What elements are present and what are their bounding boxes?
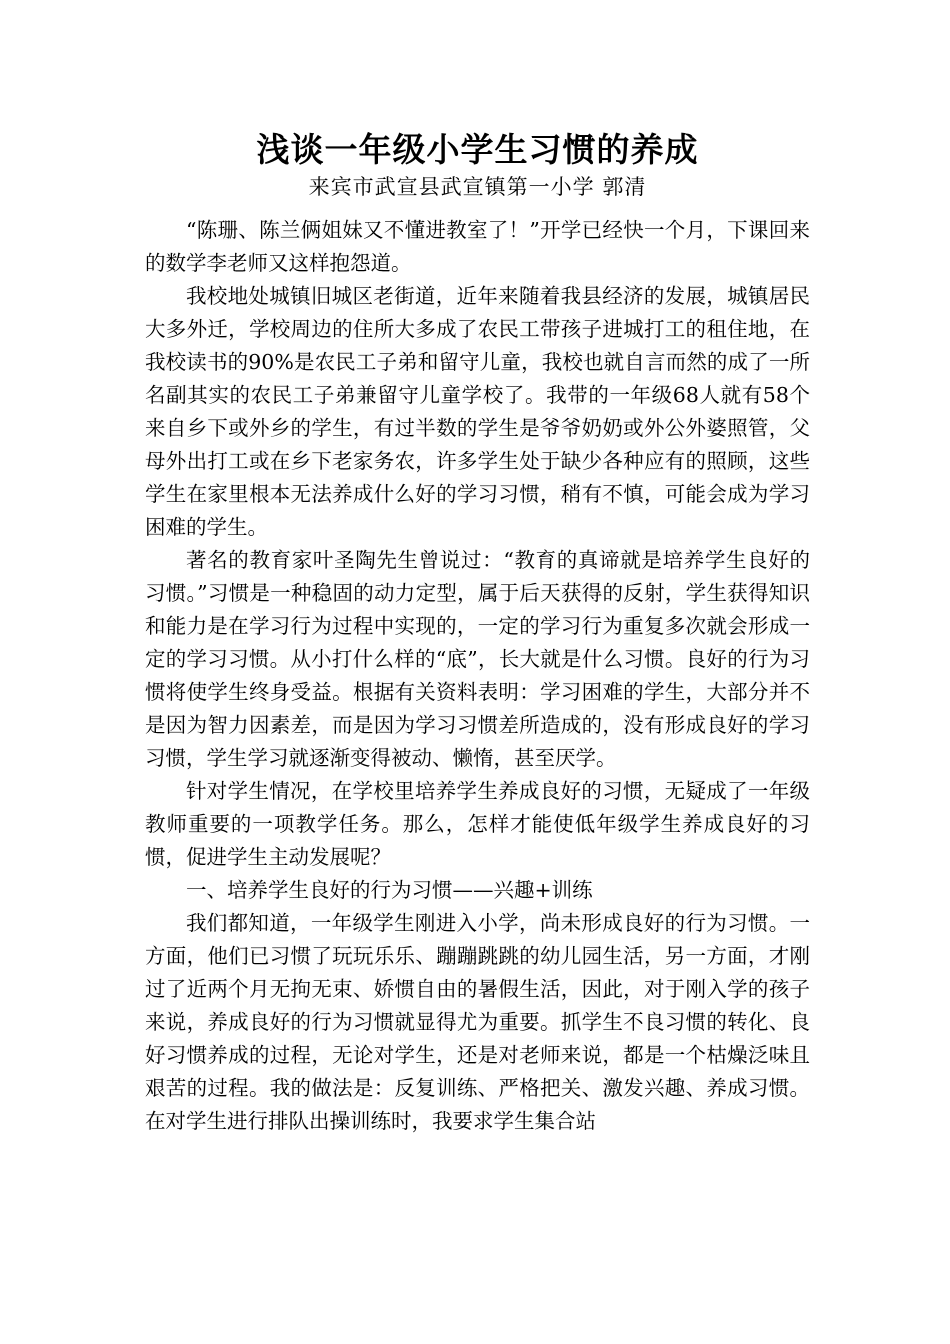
paragraph-habit-importance: 著名的教育家叶圣陶先生曾说过：“教育的真谛就是培养学生良好的习惯。”习惯是一种稳固的动力定型，属于后天获得的反射，学生获得知识和能力是在学习行为过程中实现的，一定的学习行为重复多次就会形成一定的学习习惯。从小打什么样的“底”，长大就是什么习惯。良好的行为习惯将使学生终身受益。根据有关资料表明：学习困难的学生，大部分并不是因为智力因素差，而是因为学习习惯差所造成的，没有形成良好的学习习惯，学生学习就逐渐变得被动、懒惰，甚至厌学。: [145, 548, 810, 770]
document-title: 浅谈一年级小学生习惯的养成: [256, 130, 699, 169]
section-heading-behavior-habits: 一、培养学生良好的行为习惯——兴趣+训练: [186, 878, 593, 902]
author-byline: 来宾市武宣县武宣镇第一小学 郭清: [308, 175, 647, 199]
paragraph-school-background: 我校地处城镇旧城区老街道，近年来随着我县经济的发展，城镇居民大多外迁，学校周边的住所大多成了农民工带孩子进城打工的租住地，在我校读书的90%是农民工子弟和留守儿童，我校也就自言而然的成了一所名副其实的农民工子弟兼留守儿童学校了。我带的一年级68人就有58个来自乡下或外乡的学生，有过半数的学生是爷爷奶奶或外公外婆照管，父母外出打工或在乡下老家务农，许多学生处于缺少各种应有的照顾，这些学生在家里根本无法养成什么好的学习习惯，稍有不慎，可能会成为学习困难的学生。: [145, 284, 810, 539]
paragraph-intro-quote: “陈珊、陈兰俩姐妹又不懂进教室了！”开学已经快一个月，下课回来的数学李老师又这样抱怨道。: [145, 218, 810, 275]
document-body: [145, 214, 810, 1138]
paragraph-behavior-training: 我们都知道，一年级学生刚进入小学，尚未形成良好的行为习惯。一方面，他们已习惯了玩玩乐乐、蹦蹦跳跳的幼儿园生活，另一方面，才刚过了近两个月无拘无束、娇惯自由的暑假生活，因此，对于刚入学的孩子来说，养成良好的行为习惯就显得尤为重要。抓学生不良习惯的转化、良好习惯养成的过程，无论对学生，还是对老师来说，都是一个枯燥泛味且艰苦的过程。我的做法是：反复训练、严格把关、激发兴趣、养成习惯。在对学生进行排队出操训练时，我要求学生集合站: [145, 911, 810, 1133]
document-page: [145, 128, 810, 1138]
paragraph-teaching-task: 针对学生情况，在学校里培养学生养成良好的习惯，无疑成了一年级教师重要的一项教学任务。那么，怎样才能使低年级学生养成良好的习惯，促进学生主动发展呢？: [145, 779, 810, 869]
